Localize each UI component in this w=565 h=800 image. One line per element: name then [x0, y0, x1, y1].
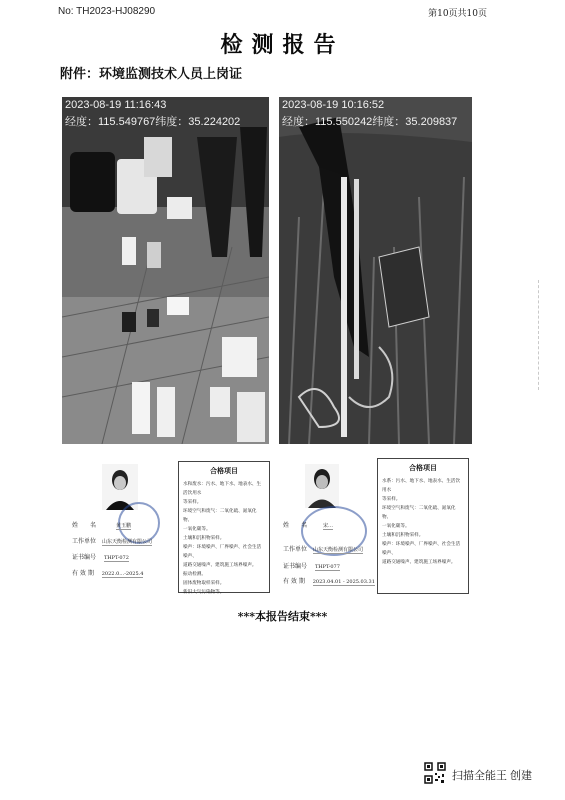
site-photo-left — [62, 97, 269, 444]
binding-edge-marks — [538, 280, 542, 390]
report-title: 检测报告 — [220, 32, 345, 58]
qual2-line: 等采样。 — [382, 497, 401, 502]
cert1-no-row — [72, 552, 129, 562]
cert1-valid-row — [72, 568, 143, 578]
qual1-line: 水和废水：污水、地下水、地表水、生活饮用水 — [183, 482, 262, 496]
cert1-valid-label: 有 效 期 — [72, 570, 94, 577]
cert2-valid-row — [283, 576, 375, 586]
cert2-name-row — [283, 520, 333, 530]
cert2-unit-label: 工作单位 — [283, 546, 308, 553]
page-info: 第10页共10页 — [428, 9, 487, 19]
qual1-line: 等采样。 — [183, 500, 202, 505]
cert2-valid-value: 2023.04.01 - 2025.03.31 — [312, 579, 375, 585]
cert2-no-value: THPT-077 — [314, 564, 340, 570]
qualification-box-1 — [178, 461, 270, 593]
cert2-unit-value: 山东天衡检测有限公司 — [312, 547, 363, 553]
qual1-title: 合格项目 — [210, 466, 238, 475]
cert2-no-row — [283, 561, 340, 571]
cert1-unit-label: 工作单位 — [72, 538, 97, 545]
qual1-line: 噪声：环境噪声、厂界噪声、社会生活噪声、 — [183, 545, 262, 559]
qual1-line: 一氧化碳等。 — [183, 527, 211, 532]
qual2-line: 道路交通噪声、建筑施工场界噪声。 — [382, 560, 456, 565]
photo-right-datetime: 2023-08-19 10:16:52 — [282, 99, 385, 111]
qual1-line: 振动检测。 — [183, 572, 206, 577]
qual2-title: 合格项目 — [409, 463, 437, 472]
qual1-line: 环境空气和废气：二氧化硫、氮氧化物、 — [183, 509, 257, 523]
qual2-line: 一氧化碳等。 — [382, 524, 410, 529]
sampling-scene-image — [62, 97, 269, 444]
cert1-unit-row — [72, 536, 152, 546]
qualification-box-2 — [377, 458, 469, 594]
cert2-valid-label: 有 效 期 — [283, 578, 305, 585]
photo-left-coords: 经度：115.549767纬度：35.224202 — [65, 116, 241, 128]
cert1-no-label: 证书编号 — [72, 554, 97, 561]
portrait-photo-2 — [305, 464, 339, 508]
qual1-line: 新旧大气污染物等。 — [183, 590, 225, 595]
qual1-line: 土壤和沉积物采样。 — [183, 536, 225, 541]
attachment-caption: 附件：环境监测技术人员上岗证 — [60, 67, 243, 82]
cert2-name-value: 宋… — [322, 523, 333, 529]
cert2-unit-row — [283, 544, 363, 554]
cert2-name-label: 姓 名 — [283, 522, 308, 529]
qual2-line: 噪声：环境噪声、厂界噪声、社会生活噪声、 — [382, 542, 461, 556]
cert1-name-label: 姓 名 — [72, 522, 97, 529]
cert1-valid-value: 2022.0…-2025.4 — [101, 571, 144, 577]
cert1-no-value: THPT-072 — [103, 555, 129, 561]
scanner-watermark: 扫描全能王 创建 — [452, 770, 533, 782]
cert2-no-label: 证书编号 — [283, 563, 308, 570]
qual2-line: 土壤和沉积物采样。 — [382, 533, 424, 538]
qual2-line: 环境空气和废气：二氧化硫、氮氧化物、 — [382, 506, 456, 520]
cert1-unit-value: 山东天衡检测有限公司 — [101, 539, 152, 545]
qual1-line: 固体废物取样采样。 — [183, 581, 225, 586]
photo-left-datetime: 2023-08-19 11:16:43 — [65, 99, 167, 111]
cert1-name-value: 黄玉鹏 — [115, 523, 131, 529]
cert1-name-row — [72, 520, 131, 530]
report-number: No: TH2023-HJ08290 — [58, 6, 156, 17]
soil-sampling-image — [279, 97, 472, 444]
report-end-note: ***本报告结束*** — [237, 610, 328, 623]
qual1-line: 道路交通噪声、建筑施工场界噪声。 — [183, 563, 257, 568]
qr-code-icon — [424, 762, 446, 784]
qual2-line: 水系：污水、地下水、地表水、生活饮用水 — [382, 479, 461, 493]
certificate-2 — [283, 458, 373, 608]
photo-right-coords: 经度：115.550242纬度：35.209837 — [282, 116, 458, 128]
site-photo-right — [279, 97, 472, 444]
